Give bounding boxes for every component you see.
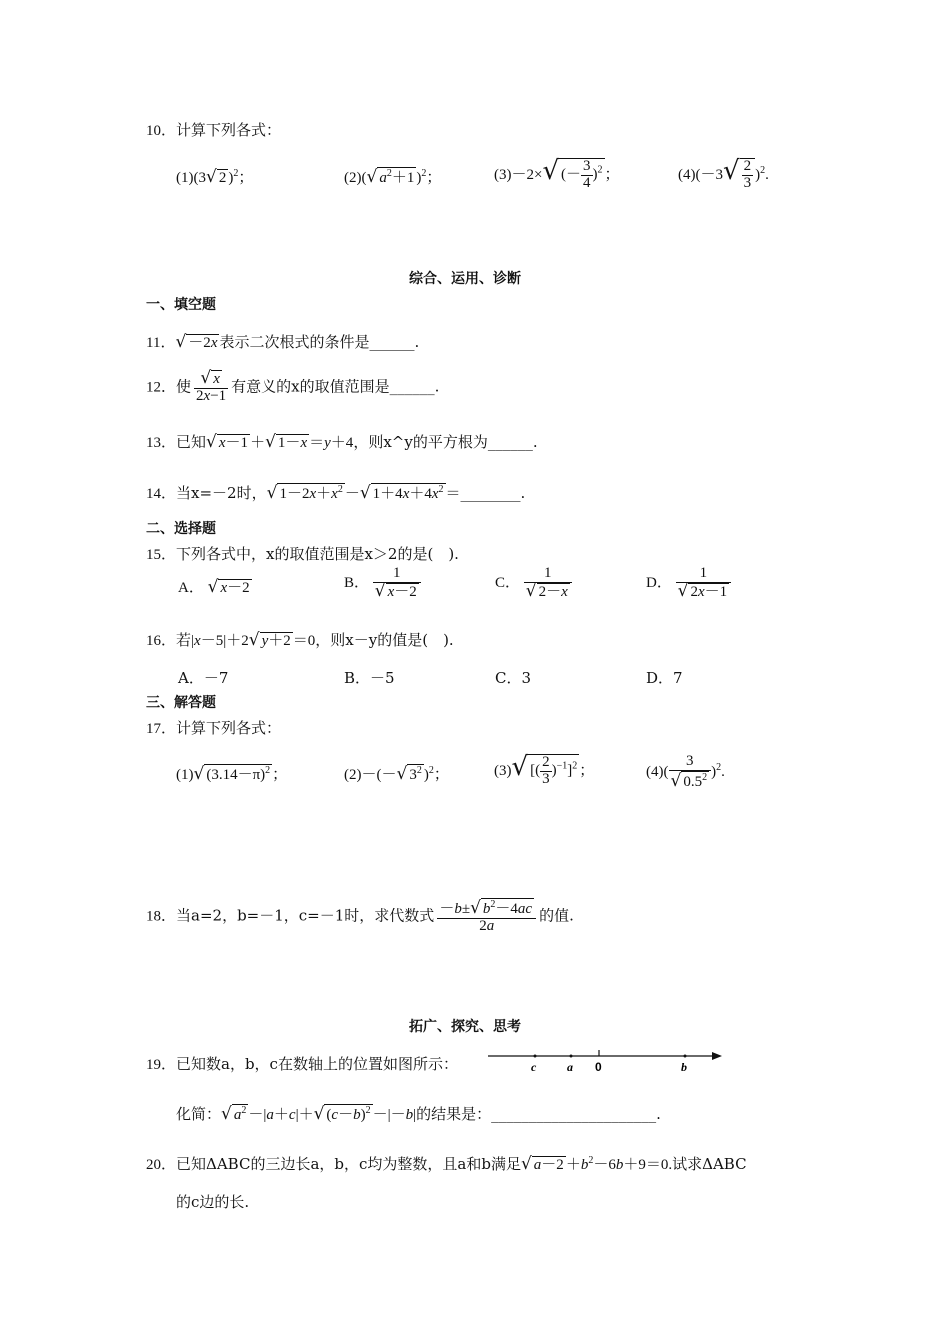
q17-item-3: (3)√ [( $\frac{2}{3}$ )$^{-1}$]$^2$ ；: [494, 752, 595, 788]
question-text: 下列各式中，x的取值范围是x＞2的是( ).: [176, 545, 459, 563]
question-16: 16．若|x－5|＋2√ y＋2 ＝0，则x－y的值是( ).: [146, 630, 454, 650]
question-number: 15．: [146, 547, 177, 563]
question-text: 已知ΔABC的三边长a，b，c均为整数，且a和b满足: [176, 1155, 521, 1173]
question-17: [146, 717, 281, 738]
question-number: 18．: [146, 908, 177, 925]
label-b: b: [681, 1060, 687, 1074]
q15-option-b[interactable]: B． $\frac{1}{√ x-2}$: [344, 566, 421, 601]
label-zero: 0: [595, 1060, 602, 1074]
question-text: ＝________.: [445, 484, 526, 502]
q17-item-1: (1)√ $(3.14-\pi)^2$ ；: [176, 764, 288, 784]
question-18: 18．当a=2，b=－1，c=－1时，求代数式 $\frac{-b\pm√ b^2-4ac}{2a}$ 的值.: [146, 898, 574, 935]
label-a: a: [567, 1060, 573, 1074]
question-number: 10．: [146, 123, 177, 139]
question-text: 已知: [176, 433, 207, 451]
q15-option-c[interactable]: C． $\frac{1}{√ 2-x}$: [495, 566, 572, 601]
point-b: [684, 1055, 687, 1058]
question-text: 计算下列各式：: [176, 719, 282, 737]
question-text: 的值.: [539, 906, 574, 925]
label-c: c: [531, 1060, 537, 1074]
question-text: 化简：: [176, 1105, 222, 1123]
item-label: (1): [176, 170, 194, 186]
question-12: 12．使 $\frac{√ x}{2x-1}$ 有意义的x的取值范围是______.: [146, 368, 440, 405]
question-number: 16．: [146, 633, 177, 649]
point-a: [570, 1055, 573, 1058]
q16-option-a[interactable]: A．－7: [178, 669, 229, 687]
question-text: 计算下列各式：: [176, 121, 282, 139]
question-text: 的结果是：______________________.: [416, 1105, 661, 1123]
question-number: 14．: [146, 486, 177, 502]
number-line-diagram: [486, 1046, 726, 1076]
question-text: 若: [176, 631, 192, 649]
question-text: 有意义的x的取值范围是______.: [231, 377, 440, 396]
question-number: 19．: [146, 1057, 177, 1073]
section-heading-2: 拓广、探究、思考: [409, 1019, 521, 1035]
q10-item-1: (1)(3√ 2 )$^2$；: [176, 167, 254, 187]
question-20: 20．已知ΔABC的三边长a，b，c均为整数，且a和b满足√ $a-2 +b^2-6b+9=0$.试求ΔABC: [146, 1154, 747, 1174]
question-19: [146, 1053, 458, 1074]
item-label: (3): [494, 167, 512, 183]
q10-item-2: (2)(√ $a^2+1$ )$^2$；: [344, 167, 442, 187]
question-text: 当x=－2时，: [176, 484, 267, 502]
question-text: 表示二次根式的条件是______.: [219, 333, 420, 351]
q15-option-a[interactable]: A． √ x－2: [178, 577, 250, 597]
question-text: ，则x－y的值是( ).: [315, 631, 454, 649]
q16-option-b[interactable]: B．－5: [344, 669, 395, 687]
item-label: (4): [678, 167, 696, 183]
question-14: 14．当x=－2时，√ $1-2x+x^2$ －√ $1+4x+4x^2$ ＝________.: [146, 483, 526, 503]
question-text: ，则x^y的平方根为______.: [353, 433, 538, 451]
question-19-simplify: 化简：√ $a^2 -|a+c|+√$ $(c-b)^2 -|-b|$的结果是：______________________.: [176, 1104, 661, 1124]
q17-item-4: (4)( $\frac{3}{√ 0.5^2}$ )$^2$.: [646, 753, 725, 791]
question-20-line2: 的c边的长.: [176, 1193, 250, 1211]
q16-option-d[interactable]: D．7: [646, 669, 683, 687]
question-number: 12．: [146, 379, 177, 396]
question-11: 11．√ －2x 表示二次根式的条件是______.: [146, 332, 420, 352]
question-15: [146, 543, 459, 564]
section-heading-1: 综合、运用、诊断: [409, 271, 521, 287]
question-text: 当a=2，b=－1，c=－1时，求代数式: [176, 906, 435, 925]
q17-item-2: (2)－(－√ $3^2$ )$^2$；: [344, 764, 449, 784]
section-answer: 三、解答题: [146, 695, 216, 711]
question-number: 20．: [146, 1157, 177, 1173]
q10-item-4: (4)(－3√ $\frac{2}{3}$ )$^2$.: [678, 156, 769, 192]
question-10: [146, 119, 281, 140]
question-number: 13．: [146, 435, 177, 451]
section-choice: 二、选择题: [146, 521, 216, 537]
question-13: 13．已知√ x－1 ＋√ 1－x ＝y＋4，则x^y的平方根为______.: [146, 432, 538, 452]
question-text: 已知数a，b，c在数轴上的位置如图所示：: [176, 1055, 458, 1073]
question-number: 11．: [146, 335, 176, 351]
q10-item-3: (3)－2×√ (－ $\frac{3}{4}$ )$^2$ ；: [494, 156, 620, 192]
question-number: 17．: [146, 721, 177, 737]
item-label: (2): [344, 170, 362, 186]
point-c: [534, 1055, 537, 1058]
arrow-icon: [712, 1052, 722, 1060]
section-fill-blank: 一、填空题: [146, 297, 216, 313]
q16-option-c[interactable]: C．3: [495, 669, 532, 687]
question-text: 试求ΔABC: [672, 1155, 747, 1173]
q15-option-d[interactable]: D． $\frac{1}{√ 2x-1}$: [646, 566, 731, 601]
question-text: 使: [176, 377, 192, 396]
